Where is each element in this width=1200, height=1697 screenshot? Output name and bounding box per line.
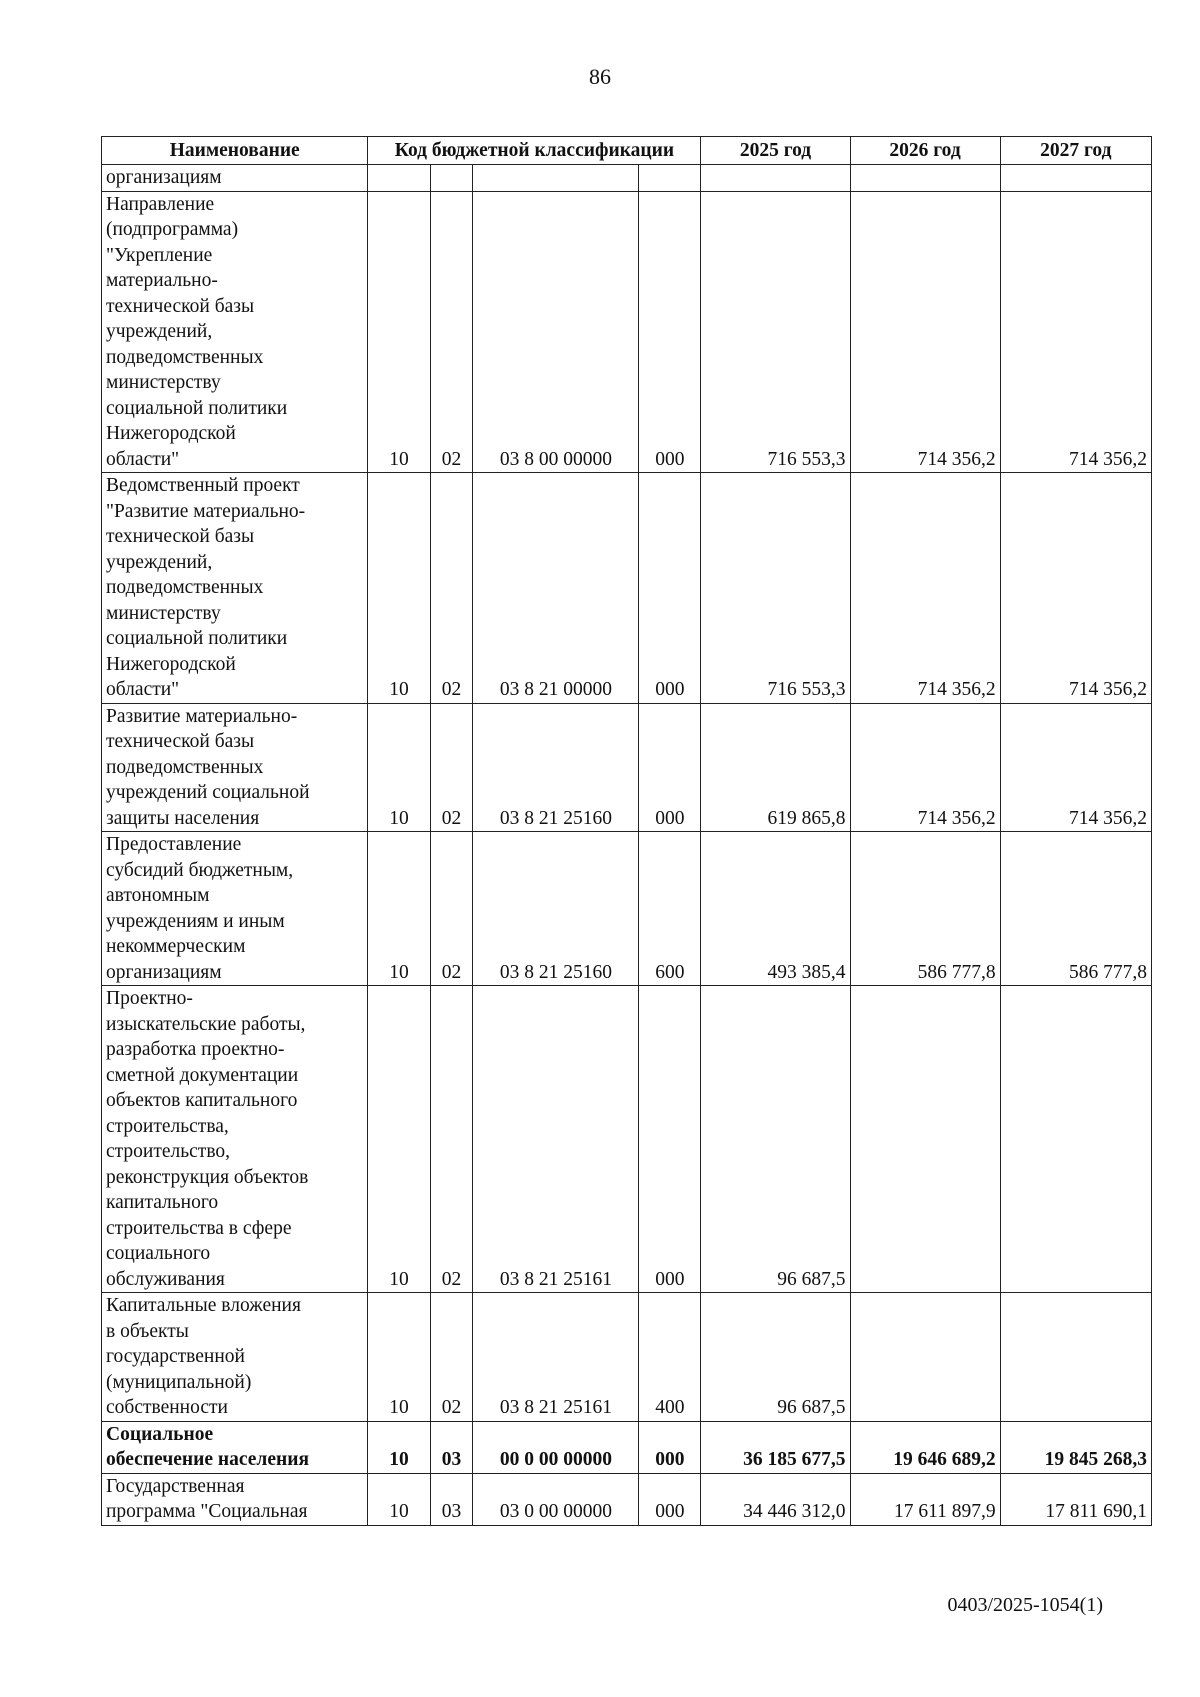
row-name: организациям xyxy=(102,165,368,192)
table-row xyxy=(102,832,1152,986)
row-expense-type: 000 xyxy=(639,1473,701,1525)
row-section: 10 xyxy=(368,832,430,986)
row-value-2027 xyxy=(1000,165,1151,192)
row-value-2026: 17 611 897,9 xyxy=(850,1473,1000,1525)
row-section: 10 xyxy=(368,1473,430,1525)
row-target-article: 03 8 21 25161 xyxy=(473,986,639,1293)
row-target-article: 03 8 21 25161 xyxy=(473,1293,639,1422)
table-row xyxy=(102,986,1152,1293)
row-subsection: 03 xyxy=(430,1473,473,1525)
row-target-article: 03 8 00 00000 xyxy=(473,191,639,473)
row-name: Социальное обеспечение населения xyxy=(102,1421,368,1473)
row-section xyxy=(368,165,430,192)
row-value-2026: 714 356,2 xyxy=(850,191,1000,473)
row-expense-type: 000 xyxy=(639,191,701,473)
table-row xyxy=(102,165,1152,192)
row-name: Ведомственный проект "Развитие материально- технической базы учреждений, подведомственных министерству социальной политики Нижегородской области" xyxy=(102,473,368,704)
row-section: 10 xyxy=(368,703,430,832)
row-value-2027: 17 811 690,1 xyxy=(1000,1473,1151,1525)
row-value-2027 xyxy=(1000,986,1151,1293)
row-expense-type: 000 xyxy=(639,986,701,1293)
row-expense-type: 400 xyxy=(639,1293,701,1422)
table-row xyxy=(102,703,1152,832)
row-subsection: 02 xyxy=(430,703,473,832)
row-subsection: 02 xyxy=(430,832,473,986)
row-value-2027: 714 356,2 xyxy=(1000,473,1151,704)
row-subsection: 02 xyxy=(430,473,473,704)
row-value-2026: 714 356,2 xyxy=(850,473,1000,704)
row-value-2027 xyxy=(1000,1293,1151,1422)
row-value-2027: 714 356,2 xyxy=(1000,191,1151,473)
row-value-2025: 493 385,4 xyxy=(701,832,850,986)
row-subsection: 02 xyxy=(430,1293,473,1422)
row-subsection: 02 xyxy=(430,191,473,473)
row-name: Капитальные вложения в объекты государственной (муниципальной) собственности xyxy=(102,1293,368,1422)
row-value-2025: 96 687,5 xyxy=(701,1293,850,1422)
row-section: 10 xyxy=(368,1421,430,1473)
row-value-2027: 586 777,8 xyxy=(1000,832,1151,986)
row-section: 10 xyxy=(368,986,430,1293)
row-name: Предоставление субсидий бюджетным, автономным учреждениям и иным некоммерческим организациям xyxy=(102,832,368,986)
row-expense-type xyxy=(639,165,701,192)
row-section: 10 xyxy=(368,191,430,473)
table-header-row xyxy=(102,137,1152,165)
row-subsection: 03 xyxy=(430,1421,473,1473)
row-target-article: 03 8 21 00000 xyxy=(473,473,639,704)
table-row xyxy=(102,191,1152,473)
row-value-2027: 19 845 268,3 xyxy=(1000,1421,1151,1473)
row-target-article xyxy=(473,165,639,192)
row-name: Развитие материально- технической базы подведомственных учреждений социальной защиты населения xyxy=(102,703,368,832)
row-section: 10 xyxy=(368,473,430,704)
header-code: Код бюджетной классификации xyxy=(368,137,701,165)
row-expense-type: 000 xyxy=(639,703,701,832)
table-body xyxy=(102,165,1152,1526)
table-row xyxy=(102,1293,1152,1422)
row-target-article: 03 0 00 00000 xyxy=(473,1473,639,1525)
row-value-2027: 714 356,2 xyxy=(1000,703,1151,832)
row-expense-type: 000 xyxy=(639,473,701,704)
row-target-article: 00 0 00 00000 xyxy=(473,1421,639,1473)
row-value-2026 xyxy=(850,1293,1000,1422)
row-value-2025 xyxy=(701,165,850,192)
table-row xyxy=(102,1473,1152,1525)
table-row xyxy=(102,1421,1152,1473)
header-2026: 2026 год xyxy=(850,137,1000,165)
row-name: Проектно- изыскательские работы, разработка проектно- сметной документации объектов капитального строительства, строительство, реконструкция объектов капитального строительства в сфере социального обслуживания xyxy=(102,986,368,1293)
row-value-2026 xyxy=(850,165,1000,192)
row-value-2025: 36 185 677,5 xyxy=(701,1421,850,1473)
header-2027: 2027 год xyxy=(1000,137,1151,165)
table-row xyxy=(102,473,1152,704)
row-value-2025: 716 553,3 xyxy=(701,473,850,704)
row-subsection xyxy=(430,165,473,192)
document-id: 0403/2025-1054(1) xyxy=(947,1594,1103,1616)
row-value-2026 xyxy=(850,986,1000,1293)
row-section: 10 xyxy=(368,1293,430,1422)
row-value-2025: 96 687,5 xyxy=(701,986,850,1293)
header-name: Наименование xyxy=(102,137,368,165)
row-value-2026: 586 777,8 xyxy=(850,832,1000,986)
row-value-2025: 716 553,3 xyxy=(701,191,850,473)
header-2025: 2025 год xyxy=(701,137,850,165)
row-subsection: 02 xyxy=(430,986,473,1293)
row-target-article: 03 8 21 25160 xyxy=(473,703,639,832)
budget-table xyxy=(101,136,1152,1526)
row-value-2026: 714 356,2 xyxy=(850,703,1000,832)
row-value-2025: 619 865,8 xyxy=(701,703,850,832)
page-number: 86 xyxy=(589,64,611,89)
row-expense-type: 000 xyxy=(639,1421,701,1473)
row-name: Государственная программа "Социальная xyxy=(102,1473,368,1525)
row-target-article: 03 8 21 25160 xyxy=(473,832,639,986)
row-name: Направление (подпрограмма) "Укрепление материально- технической базы учреждений, подведомственных министерству социальной политики Нижегородской области" xyxy=(102,191,368,473)
row-value-2026: 19 646 689,2 xyxy=(850,1421,1000,1473)
row-expense-type: 600 xyxy=(639,832,701,986)
row-value-2025: 34 446 312,0 xyxy=(701,1473,850,1525)
